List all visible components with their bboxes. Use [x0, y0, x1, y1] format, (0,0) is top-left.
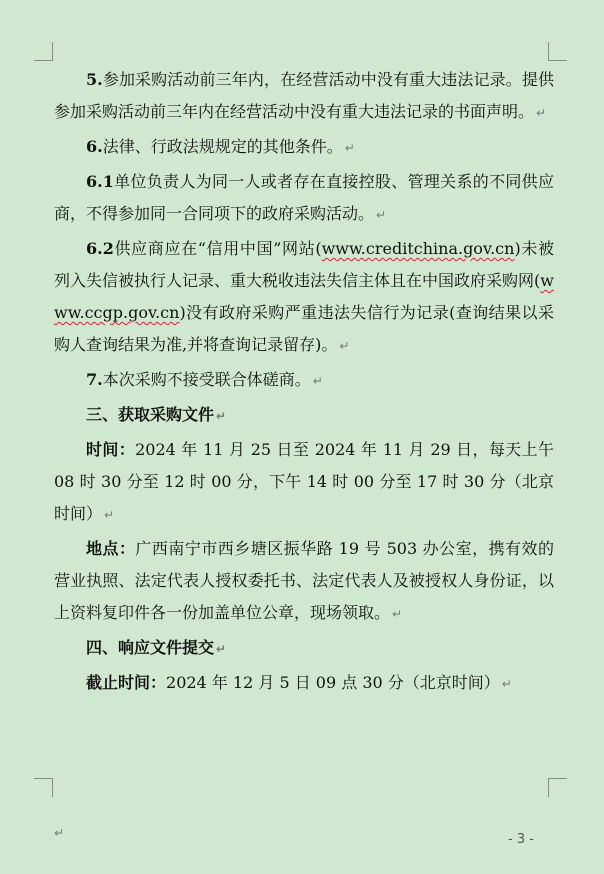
paragraph-mark: ↵ — [104, 508, 115, 522]
corner-mark-top-right — [548, 42, 567, 61]
paragraph-mark: ↵ — [312, 374, 323, 388]
field-label: 地点： — [86, 539, 136, 558]
field-label: 截止时间： — [86, 673, 167, 692]
paragraph-mark: ↵ — [376, 208, 387, 222]
paragraph-location — [54, 533, 554, 630]
document-body — [54, 64, 554, 700]
paragraph-text: 广西南宁市西乡塘区振华路 19 号 503 办公室，携有效的营业执照、法定代表人授权委托书、法定代表人及被授权人身份证，以上资料复印件各一份加盖单位公章，现场领取。 — [54, 539, 554, 622]
item-number: 6.1 — [86, 172, 114, 191]
paragraph-6-1 — [54, 166, 554, 231]
paragraph-mark: ↵ — [216, 642, 227, 656]
item-number: 6. — [86, 137, 103, 156]
paragraph-mark: ↵ — [216, 409, 227, 423]
paragraph-text: 参加采购活动前三年内，在经营活动中没有重大违法记录。提供参加采购活动前三年内在经营活动中没有重大违法记录的书面声明。 — [54, 70, 554, 121]
paragraph-mark: ↵ — [501, 677, 512, 691]
paragraph-mark: ↵ — [392, 607, 403, 621]
paragraph-5 — [54, 64, 554, 129]
paragraph-text: 2024 年 12 月 5 日 09 点 30 分（北京时间） — [166, 673, 500, 692]
paragraph-text: 2024 年 11 月 25 日至 2024 年 11 月 29 日，每天上午 08 时 30 分至 12 时 00 分，下午 14 时 00 分至 17 时 30 分（北京时间） — [54, 440, 554, 523]
paragraph-text: )未被列入失信被执行人记录、重大税收违法失信主体且在中国政府采购网( — [54, 239, 554, 290]
paragraph-text: 法律、行政法规规定的其他条件。 — [102, 137, 343, 156]
creditchina-url: www.creditchina.gov.cn — [321, 239, 515, 258]
field-label: 时间： — [86, 440, 136, 459]
item-number: 6.2 — [86, 239, 114, 258]
paragraph-text: 供应商应在“信用中国”网站( — [113, 239, 322, 258]
paragraph-mark: ↵ — [536, 106, 547, 120]
paragraph-deadline — [54, 667, 554, 700]
paragraph-time — [54, 434, 554, 531]
paragraph-text: 本次采购不接受联合体磋商。 — [102, 370, 311, 389]
paragraph-7 — [54, 364, 554, 397]
paragraph-mark: ↵ — [344, 141, 355, 155]
section-heading-3 — [54, 399, 554, 432]
paragraph-text: )没有政府采购严重违法失信行为记录(查询结果以采购人查询结果为准,并将查询记录留存)。 — [54, 303, 554, 354]
heading-text: 四、响应文件提交 — [86, 638, 215, 657]
heading-text: 三、获取采购文件 — [86, 405, 215, 424]
corner-mark-bottom-left — [34, 778, 53, 797]
corner-mark-bottom-right — [548, 778, 567, 797]
paragraph-6 — [54, 131, 554, 164]
ccgp-url: www.ccgp.gov.cn — [54, 271, 554, 322]
item-number: 5. — [86, 70, 103, 89]
corner-mark-top-left — [34, 42, 53, 61]
paragraph-text: 单位负责人为同一人或者存在直接控股、管理关系的不同供应商，不得参加同一合同项下的政府采购活动。 — [54, 172, 554, 223]
item-number: 7. — [86, 370, 103, 389]
paragraph-6-2 — [54, 233, 554, 362]
paragraph-mark: ↵ — [54, 826, 65, 840]
section-heading-4 — [54, 632, 554, 665]
page-number: - 3 - — [508, 832, 534, 847]
paragraph-mark: ↵ — [339, 339, 350, 353]
